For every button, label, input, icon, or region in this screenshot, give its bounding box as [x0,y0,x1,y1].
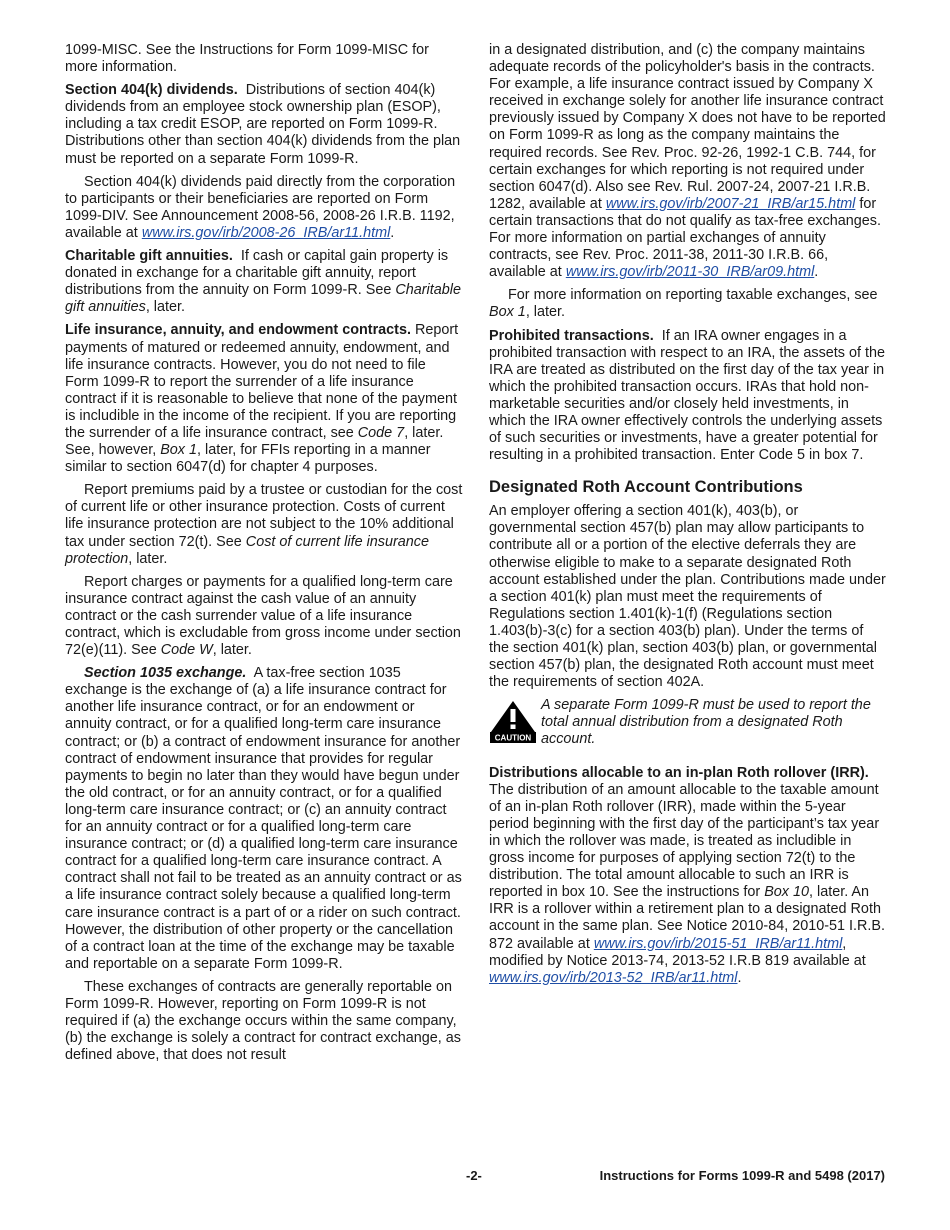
paragraph: For more information on reporting taxable exchanges, see Box 1, later. [489,287,878,321]
subheading: Prohibited transactions. [489,327,654,344]
paragraph: 1099-MISC. See the Instructions for Form 1099-MISC for more information. [65,42,429,76]
subheading: Life insurance, annuity, and endowment contracts. [65,322,411,339]
paragraph-charitable-gift-annuities: Charitable gift annuities. If cash or capital gain property is donated in exchange for a charitable gift annuity, report distributions from the annuity on Form 1099-R. See Charitable gift annuities, later. [65,248,461,316]
right-column [489,42,887,993]
link-irb-2015-51[interactable]: www.irs.gov/irb/2015-51_IRB/ar11.html [593,935,843,952]
left-column [65,42,463,1070]
subheading: Charitable gift annuities. [65,248,233,265]
link-irb-2008-26[interactable]: www.irs.gov/irb/2008-26_IRB/ar11.html [141,224,391,241]
paragraph: in a designated distribution, and (c) the company maintains adequate records of the policyholder's basis in the contracts. For example, a life insurance contract issued by Company X received in exchange solely for another life insurance contract previously issued by Company X does not have to be reported on Form 1099-R as long as the company maintains the required records. See Rev. Proc. 92-26, 1992-1 C.B. 744, for certain exchanges for which reporting is not required under section 6047(d). Also see Rev. Rul. 2007-24, 2007-21 I.R.B. 1282, available at www.irs.gov/irb/2007-21_IRB/ar15.html for certain transactions that do not qualify as tax-free exchanges. For more information on partial exchanges of annuity contracts, see Rev. Proc. 2011-38, 2011-30 I.R.B. 66, available at www.irs.gov/irb/2011-30_IRB/ar09.html. [489,42,886,281]
paragraph: Report premiums paid by a trustee or custodian for the cost of current life or other insurance protection. Costs of current life insurance protection are not subject to the 10% additional tax under section 72(t). See Cost of current life insurance protection, later. [65,482,463,567]
page-number: -2- [466,1168,482,1183]
paragraph: These exchanges of contracts are generally reportable on Form 1099-R. However, reporting on Form 1099-R is not required if (a) the exchange occurs within the same company, (b) the exchange is solely a contract for contract exchange, as defined above, that does not result [65,978,461,1064]
footer-title: Instructions for Forms 1099-R and 5498 (2017) [599,1168,885,1183]
paragraph: An employer offering a section 401(k), 403(b), or governmental section 457(b) plan may allow participants to contribute all or a portion of the elective deferrals they are otherwise eligible to make to a separate designated Roth account established under the plan. Contributions made under a section 401(k) plan must meet the requirements of Regulations section 1.401(k)-1(f) (Regulations section 1.403(b)-3(c) for a section 403(b) plan). Under the terms of the section 401(k) plan, section 403(b) plan, or governmental section 457(b) plan, the designated Roth account must meet the requirements of section 402A. [489,503,886,691]
section-heading: Designated Roth Account Contributions [489,478,803,497]
paragraph: Report charges or payments for a qualified long-term care insurance contract against the cash value of an annuity contract or the cash surrender value of a life insurance contract, which is excludable from gross income under section 72(e)(11). See Code W, later. [65,573,461,659]
link-irb-2007-21[interactable]: www.irs.gov/irb/2007-21_IRB/ar15.html [605,195,856,212]
page-footer [0,1168,950,1188]
paragraph-life-insurance: Life insurance, annuity, and endowment contracts. Report payments of matured or redeemed annuity, endowment, and life insurance contracts. However, you do not need to file Form 1099-R to report the surrender of a life insurance contract if it is reasonable to believe that none of the payment is includible in the income of the recipient. If you are reporting the surrender of a life insurance contract, see Code 7, later. See, however, Box 1, later, for FFIs reporting in a manner similar to section 6047(d) for chapter 4 purposes. [65,322,459,476]
subheading: Distributions allocable to an in-plan Roth rollover (IRR). [489,764,869,781]
caution-label: CAUTION [494,733,532,743]
caution-icon [489,700,537,744]
paragraph: Section 404(k) dividends paid directly from the corporation to participants or their beneficiaries are reported on Form 1099-DIV. See Announcement 2008-56, 2008-26 I.R.B. 1192, available at www.irs.gov/irb/2008-26_IRB/ar11.html. [65,173,456,241]
paragraph-prohibited-transactions: Prohibited transactions. If an IRA owner engages in a prohibited transaction with respect to an IRA, the assets of the IRA are treated as distributed on the first day of the tax year in which the prohibited transaction occurs. IRAs that hold non-marketable securities and/or closely held investments, in which the IRA owner effectively controls the underlying assets of such securities or investments, have a greater potential for resulting in a prohibited transaction. Enter Code 5 in box 7. [489,327,885,464]
paragraph-section-1035: Section 1035 exchange. A tax-free section 1035 exchange is the exchange of (a) a life insurance contract for another life insurance contract, or for an endowment or annuity contract, or for a qualified long-term care insurance contract; or (b) a contract of endowment insurance for another contract of endowment insurance that provides for regular payments to begin no later than they would have begun under the old contract, or for an annuity contract, or for a qualified long-term care insurance contract; or (c) an annuity contract for an annuity contract or for a qualified long-term care insurance contract; or (d) a qualified long-term care insurance contract for a qualified long-term care insurance contract. A contract shall not fail to be treated as an annuity contract or as a life insurance contract solely because a qualified long-term care insurance contract is a part of or a rider on such contract. However, the distribution of other property or the cancellation of a contract loan at the time of the exchange may be taxable and reportable on a separate Form 1099-R. [65,665,462,972]
caution-text: A separate Form 1099-R must be used to report the total annual distribution from a designated Roth account. [541,697,871,748]
paragraph-404k-dividends: Section 404(k) dividends. Distributions of section 404(k) dividends from an employee stock ownership plan (ESOP), including a tax credit ESOP, are reported on Form 1099-R. Distributions other than section 404(k) dividends from the plan must be reported on a separate Form 1099-R. [65,82,461,167]
link-irb-2013-52[interactable]: www.irs.gov/irb/2013-52_IRB/ar11.html [489,969,738,986]
subheading: Section 1035 exchange. [84,665,247,682]
subheading: Section 404(k) dividends. [65,82,238,99]
link-irb-2011-30[interactable]: www.irs.gov/irb/2011-30_IRB/ar09.html [565,264,815,281]
paragraph-in-plan-roth-rollover: Distributions allocable to an in-plan Roth rollover (IRR). The distribution of an amount allocable to the taxable amount of an in-plan Roth rollover (IRR), made within the 5-year period beginning with the first day of the participant’s tax year in which the rollover was made, is treated as includible in gross income for purposes of applying section 72(t) to the distribution. The total amount allocable to such an IRR is reported in box 10. See the instructions for Box 10, later. An IRR is a rollover within a retirement plan to a designated Roth account in the same plan. See Notice 2010-84, 2010-51 I.R.B. 872 available at www.irs.gov/irb/2015-51_IRB/ar11.html, modified by Notice 2013-74, 2013-52 I.R.B 819 available at www.irs.gov/irb/2013-52_IRB/ar11.html. [489,764,885,986]
caution-note [489,697,887,748]
